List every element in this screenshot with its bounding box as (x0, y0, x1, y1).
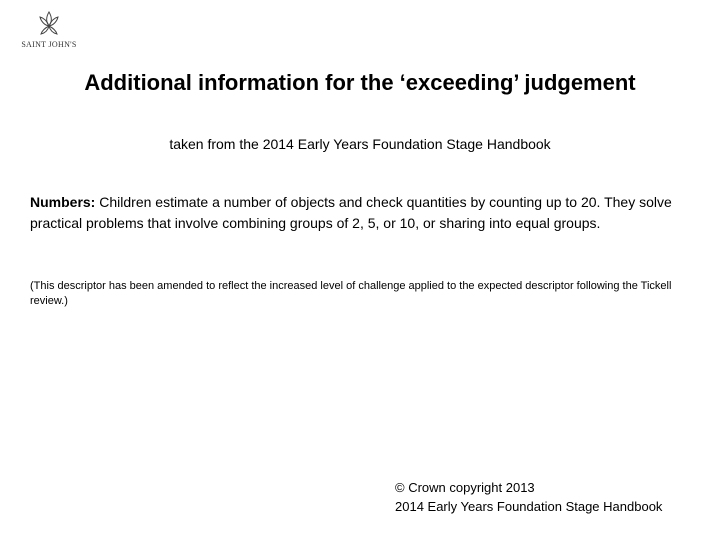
source-line: 2014 Early Years Foundation Stage Handbook (395, 499, 663, 514)
school-logo (14, 10, 84, 54)
copyright-block (395, 478, 715, 516)
logo-text: SAINT JOHN'S (21, 40, 77, 49)
descriptor-text: Children estimate a number of objects and check quantities by counting up to 20. They solve practical problems that involve combining groups of 2, 5, or 10, or sharing into equal groups. (30, 194, 672, 231)
lotus-flower-icon (38, 10, 60, 36)
amendment-note: (This descriptor has been amended to reflect the increased level of challenge applied to the expected descriptor following the Tickell review.) (30, 280, 672, 307)
descriptor-paragraph (30, 192, 690, 234)
copyright-line: © Crown copyright 2013 (395, 480, 535, 495)
page-title: Additional information for the ‘exceeding’ judgement (84, 70, 636, 95)
descriptor-label: Numbers: (30, 194, 96, 210)
page-subtitle: taken from the 2014 Early Years Foundation Stage Handbook (169, 136, 551, 152)
